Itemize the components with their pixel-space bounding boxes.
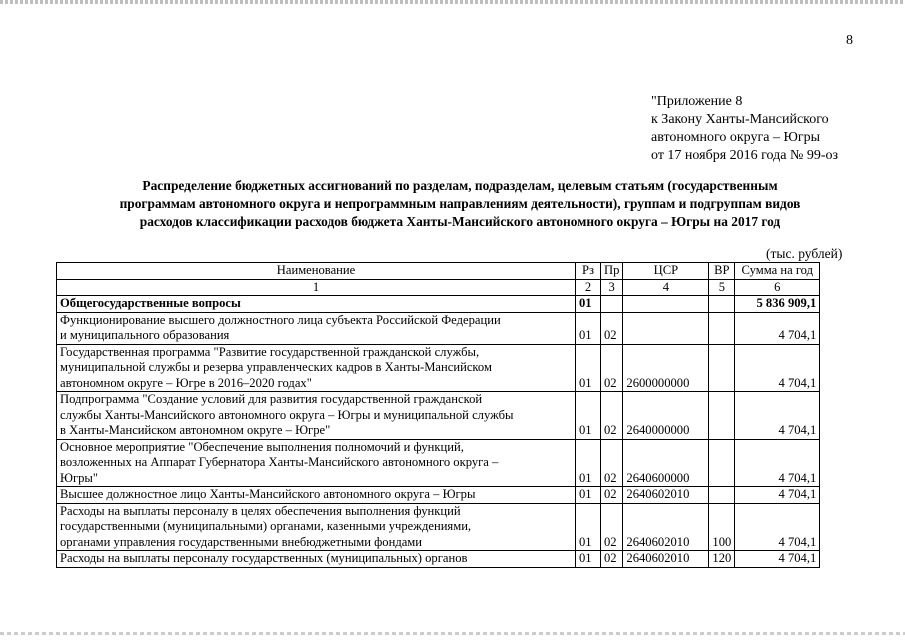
row-name-cell <box>57 503 576 551</box>
row-vr-cell <box>709 392 735 440</box>
row-name-line: в Ханты-Мансийском автономном округе – Югре" <box>60 423 331 437</box>
row-name-line: Подпрограмма "Создание условий для развития государственной гражданской <box>60 392 483 406</box>
appendix-reference <box>651 93 838 165</box>
row-name-line: Расходы на выплаты персоналу в целях обеспечения выполнения функций <box>60 503 461 518</box>
row-name-line: службы Ханты-Мансийского автономного округа – Югры и муниципальной службы <box>60 407 514 422</box>
row-rz-cell: 01 <box>576 344 601 392</box>
row-sum-cell: 4 704,1 <box>735 312 820 344</box>
row-name-line: Югры" <box>60 470 99 485</box>
header-csr: ЦСР <box>623 263 709 280</box>
row-sum-cell: 4 704,1 <box>735 344 820 392</box>
column-number: 3 <box>601 279 623 296</box>
row-pr-cell: 02 <box>601 392 623 440</box>
document-title <box>60 177 860 231</box>
row-name-line: Общегосударственные вопросы <box>60 296 241 310</box>
table-row <box>57 312 820 344</box>
header-sum: Сумма на год <box>735 263 820 280</box>
row-name-line: возложенных на Аппарат Губернатора Ханты-Мансийского автономного округа – <box>60 455 499 469</box>
row-name-line: Государственная программа "Развитие государственной гражданской службы, <box>60 344 480 359</box>
row-vr-cell <box>709 344 735 392</box>
row-name-cell <box>57 296 576 313</box>
row-name-line: органами управления государственными внебюджетными фондами <box>60 534 423 549</box>
row-csr-cell: 2600000000 <box>623 344 709 392</box>
row-csr-cell: 2640602010 <box>623 487 709 504</box>
row-pr-cell: 02 <box>601 503 623 551</box>
row-vr-cell <box>709 296 735 313</box>
table-row <box>57 344 820 392</box>
row-rz-cell: 01 <box>576 551 601 568</box>
column-number: 6 <box>735 279 820 296</box>
row-pr-cell: 02 <box>601 344 623 392</box>
table-row <box>57 439 820 487</box>
title-line: программам автономного округа и непрограммным направлениям деятельности), группам и подгруппам видов <box>119 196 801 211</box>
row-sum-cell: 4 704,1 <box>735 392 820 440</box>
table-row <box>57 487 820 504</box>
row-vr-cell <box>709 439 735 487</box>
table-row <box>57 503 820 551</box>
header-pr: Пр <box>601 263 623 280</box>
row-sum-cell: 4 704,1 <box>735 551 820 568</box>
row-rz-cell: 01 <box>576 503 601 551</box>
row-csr-cell: 2640600000 <box>623 439 709 487</box>
appendix-line: автономного округа – Югры <box>651 130 820 145</box>
row-rz-cell: 01 <box>576 296 601 313</box>
row-pr-cell: 02 <box>601 312 623 344</box>
column-number: 5 <box>709 279 735 296</box>
row-name-line: Функционирование высшего должностного лица субъекта Российской Федерации <box>60 312 501 327</box>
row-csr-cell <box>623 296 709 313</box>
scan-top-edge <box>0 0 905 4</box>
table-row <box>57 551 820 568</box>
row-pr-cell <box>601 296 623 313</box>
row-sum-cell: 4 704,1 <box>735 439 820 487</box>
budget-table <box>56 262 820 568</box>
row-name-line: Расходы на выплаты персоналу государственных (муниципальных) органов <box>60 551 468 565</box>
row-rz-cell: 01 <box>576 312 601 344</box>
row-name-cell <box>57 392 576 440</box>
row-name-line: Высшее должностное лицо Ханты-Мансийского автономного округа – Югры <box>60 487 476 501</box>
row-csr-cell: 2640602010 <box>623 503 709 551</box>
row-name-line: Основное мероприятие "Обеспечение выполнения полномочий и функций, <box>60 439 464 454</box>
row-pr-cell: 02 <box>601 439 623 487</box>
appendix-line: "Приложение 8 <box>651 94 743 109</box>
row-name-line: и муниципального образования <box>60 328 230 342</box>
header-vr: ВР <box>709 263 735 280</box>
row-pr-cell: 02 <box>601 551 623 568</box>
row-rz-cell: 01 <box>576 439 601 487</box>
row-pr-cell: 02 <box>601 487 623 504</box>
column-number: 2 <box>576 279 601 296</box>
title-line: Распределение бюджетных ассигнований по разделам, подразделам, целевым статьям (государственным <box>142 178 778 193</box>
row-name-cell <box>57 551 576 568</box>
table-row <box>57 296 820 313</box>
scan-bottom-edge <box>0 632 905 635</box>
column-number-row <box>57 279 820 296</box>
appendix-line: от 17 ноября 2016 года № 99-оз <box>651 148 839 163</box>
row-vr-cell: 100 <box>709 503 735 551</box>
header-rz: Рз <box>576 263 601 280</box>
row-sum-cell: 4 704,1 <box>735 487 820 504</box>
row-name-line: муниципальной службы и резерва управленческих кадров в Ханты-Мансийском <box>60 360 492 374</box>
units-label: (тыс. рублей) <box>766 246 843 261</box>
row-sum-cell: 4 704,1 <box>735 503 820 551</box>
page-number: 8 <box>846 33 853 48</box>
column-number: 4 <box>623 279 709 296</box>
row-vr-cell <box>709 312 735 344</box>
row-name-cell <box>57 487 576 504</box>
table-header-row <box>57 263 820 280</box>
row-vr-cell: 120 <box>709 551 735 568</box>
table-row <box>57 392 820 440</box>
row-csr-cell: 2640000000 <box>623 392 709 440</box>
row-csr-cell <box>623 312 709 344</box>
row-vr-cell <box>709 487 735 504</box>
table-body <box>57 296 820 568</box>
row-sum-cell: 5 836 909,1 <box>735 296 820 313</box>
row-name-cell <box>57 312 576 344</box>
header-name: Наименование <box>57 263 576 280</box>
title-line: расходов классификации расходов бюджета Ханты-Мансийского автономного округа – Югры на 2017 год <box>139 214 781 229</box>
row-rz-cell: 01 <box>576 487 601 504</box>
column-number: 1 <box>57 279 576 296</box>
row-name-cell <box>57 344 576 392</box>
row-name-line: государственными (муниципальными) органами, казенными учреждениями, <box>60 519 472 533</box>
row-rz-cell: 01 <box>576 392 601 440</box>
appendix-line: к Закону Ханты-Мансийского <box>651 112 829 127</box>
row-csr-cell: 2640602010 <box>623 551 709 568</box>
row-name-line: автономном округе – Югре в 2016–2020 годах" <box>60 375 312 390</box>
row-name-cell <box>57 439 576 487</box>
